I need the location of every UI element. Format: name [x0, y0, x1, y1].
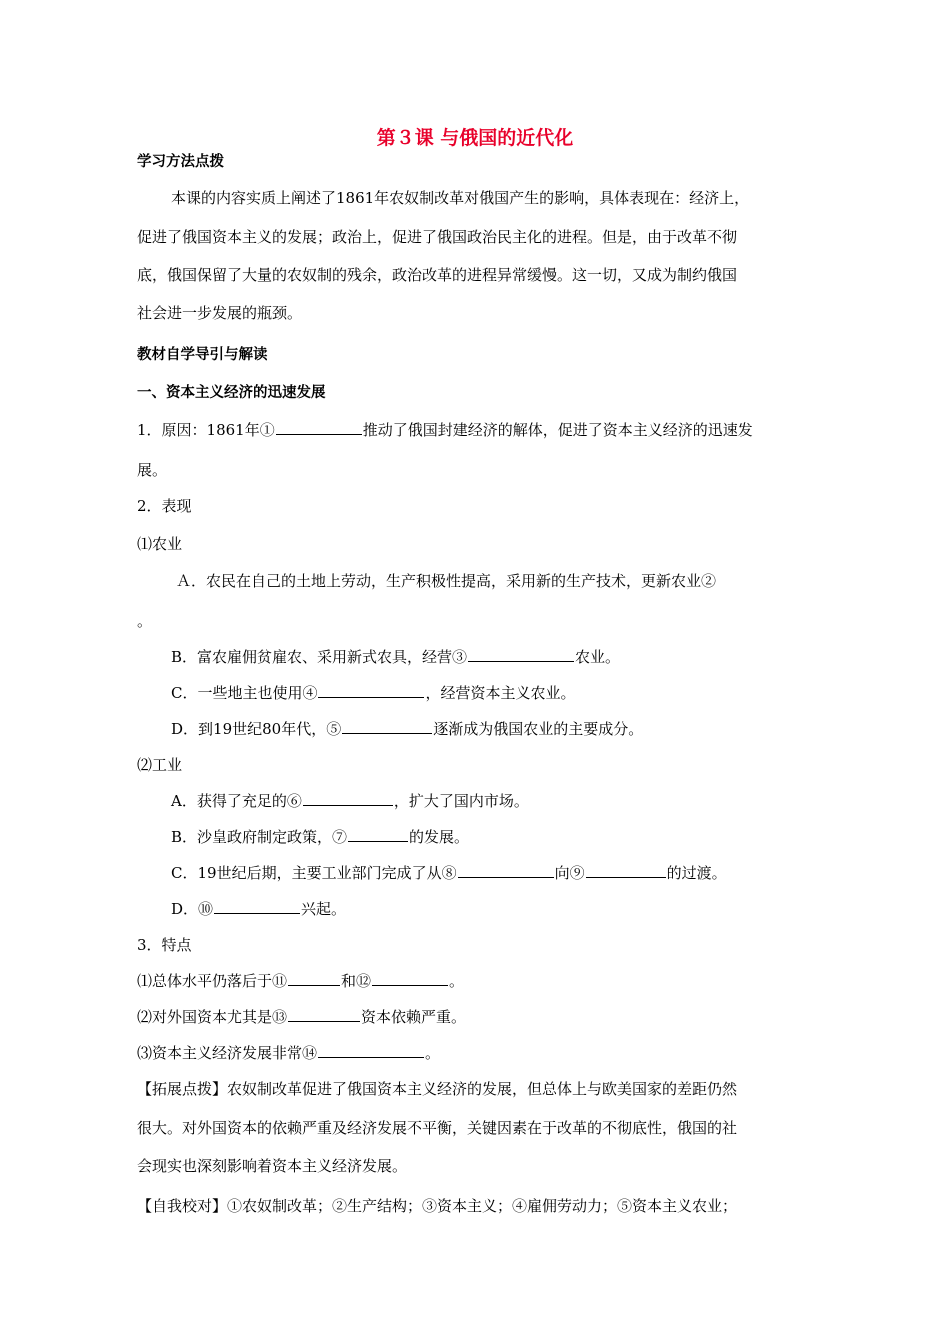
blank-1[interactable] [276, 419, 362, 435]
q2-heading: 2．表现 [137, 497, 192, 515]
ind-item-c: C．19世纪后期，主要工业部门完成了从⑧ 向⑨ 的过渡。 [171, 864, 727, 882]
blank-11[interactable] [288, 970, 340, 986]
feature-1: ⑴总体水平仍落后于⑪ 和⑫ 。 [137, 972, 465, 990]
agri-item-b: B．富农雇佣贫雇农、采用新式农具，经营③ 农业。 [171, 648, 621, 666]
blank-12[interactable] [372, 970, 448, 986]
blank-14[interactable] [318, 1042, 424, 1058]
q1-cause: 1．原因：1861年① 推动了俄国封建经济的解体，促进了资本主义经济的迅速发 [137, 421, 753, 439]
q1-cause-cont: 展。 [137, 461, 168, 479]
agri-item-a: Ａ．农民在自己的土地上劳动，生产积极性提高，采用新的生产技术，更新农业② [176, 572, 717, 590]
blank-13[interactable] [288, 1006, 360, 1022]
blank-9[interactable] [586, 862, 666, 878]
extension-line-2: 很大。对外国资本的依赖严重及经济发展不平衡，关键因素在于改革的不彻底性，俄国的社 [137, 1119, 738, 1137]
self-check: 【自我校对】①农奴制改革；②生产结构；③资本主义；④雇佣劳动力；⑤资本主义农业； [137, 1197, 738, 1215]
section-heading-guide: 教材自学导引与解读 [137, 347, 268, 363]
intro-line-3: 底，俄国保留了大量的农奴制的残余，政治改革的进程异常缓慢。这一切，又成为制约俄国 [137, 266, 738, 284]
ind-item-d: D．⑩ 兴起。 [171, 900, 347, 918]
agri-item-d: D．到19世纪80年代，⑤ 逐渐成为俄国农业的主要成分。 [171, 720, 644, 738]
blank-5[interactable] [342, 718, 432, 734]
blank-4[interactable] [318, 682, 424, 698]
feature-2: ⑵对外国资本尤其是⑬ 资本依赖严重。 [137, 1008, 467, 1026]
blank-6[interactable] [303, 790, 393, 806]
feature-3: ⑶资本主义经济发展非常⑭ 。 [137, 1044, 441, 1062]
page-title: 第３课 与俄国的近代化 [376, 127, 574, 149]
ind-heading: ⑵工业 [137, 756, 183, 774]
extension-line-1: 【拓展点拨】农奴制改革促进了俄国资本主义经济的发展，但总体上与欧美国家的差距仍然 [137, 1080, 738, 1098]
blank-8[interactable] [458, 862, 554, 878]
agri-item-a-cont: 。 [137, 612, 153, 630]
q3-heading: 3．特点 [137, 936, 192, 954]
blank-10[interactable] [214, 898, 300, 914]
extension-line-3: 会现实也深刻影响着资本主义经济发展。 [137, 1157, 408, 1175]
blank-7[interactable] [348, 826, 408, 842]
agri-item-c: C．一些地主也使用④ ，经营资本主义农业。 [171, 684, 576, 702]
ind-item-b: B．沙皇政府制定政策，⑦ 的发展。 [171, 828, 470, 846]
blank-3[interactable] [468, 646, 574, 662]
agri-heading: ⑴农业 [137, 535, 183, 553]
ind-item-a: A．获得了充足的⑥ ，扩大了国内市场。 [171, 792, 529, 810]
section-heading-method: 学习方法点拨 [137, 154, 224, 170]
intro-line-4: 社会进一步发展的瓶颈。 [137, 304, 303, 322]
intro-line-2: 促进了俄国资本主义的发展；政治上，促进了俄国政治民主化的进程。但是，由于改革不彻 [137, 228, 738, 246]
part1-heading: 一、资本主义经济的迅速发展 [137, 385, 326, 401]
intro-line-1: 本课的内容实质上阐述了1861年农奴制改革对俄国产生的影响，具体表现在：经济上， [171, 189, 750, 207]
